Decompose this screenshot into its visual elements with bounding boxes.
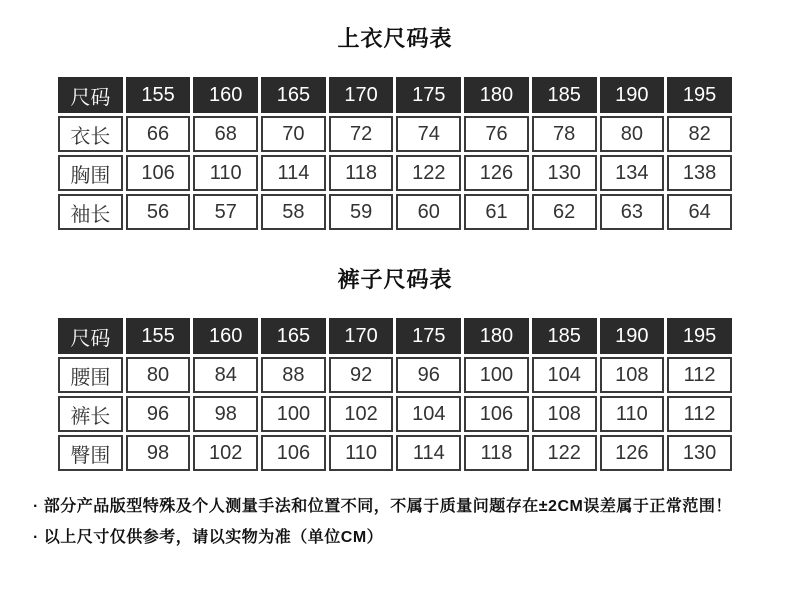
size-header-cell: 185	[532, 77, 597, 113]
value-cell: 96	[126, 396, 191, 432]
value-cell: 130	[532, 155, 597, 191]
value-cell: 122	[532, 435, 597, 471]
value-cell: 88	[261, 357, 326, 393]
value-cell: 138	[667, 155, 732, 191]
measurement-row	[58, 116, 732, 152]
size-header-cell: 165	[261, 77, 326, 113]
value-cell: 66	[126, 116, 191, 152]
value-cell: 102	[193, 435, 258, 471]
value-cell: 118	[329, 155, 394, 191]
value-cell: 102	[329, 396, 394, 432]
value-cell: 100	[464, 357, 529, 393]
value-cell: 61	[464, 194, 529, 230]
value-cell: 80	[126, 357, 191, 393]
value-cell: 100	[261, 396, 326, 432]
row-label-cell: 臀围	[58, 435, 123, 471]
row-label-cell: 胸围	[58, 155, 123, 191]
value-cell: 74	[396, 116, 461, 152]
size-header-cell: 195	[667, 318, 732, 354]
tops-chart-title: 上衣尺码表	[337, 26, 453, 51]
value-cell: 98	[193, 396, 258, 432]
note-tolerance: · 部分产品版型特殊及个人测量手法和位置不同，不属于质量问题存在±2CM误差属于正常范围！	[33, 498, 732, 515]
size-header-cell: 160	[193, 77, 258, 113]
value-cell: 122	[396, 155, 461, 191]
row-label-cell: 裤长	[58, 396, 123, 432]
size-header-cell: 175	[396, 77, 461, 113]
value-cell: 104	[396, 396, 461, 432]
size-header-cell: 180	[464, 77, 529, 113]
value-cell: 118	[464, 435, 529, 471]
size-header-cell: 170	[329, 77, 394, 113]
row-label-cell: 衣长	[58, 116, 123, 152]
size-header-cell: 190	[600, 77, 665, 113]
value-cell: 106	[464, 396, 529, 432]
value-cell: 57	[193, 194, 258, 230]
value-cell: 110	[193, 155, 258, 191]
value-cell: 106	[126, 155, 191, 191]
row-label-header-cell: 尺码	[58, 318, 123, 354]
measurement-row	[58, 155, 732, 191]
size-header-cell: 165	[261, 318, 326, 354]
value-cell: 98	[126, 435, 191, 471]
value-cell: 62	[532, 194, 597, 230]
value-cell: 58	[261, 194, 326, 230]
measurement-row	[58, 396, 732, 432]
value-cell: 112	[667, 396, 732, 432]
value-cell: 60	[396, 194, 461, 230]
header-row	[58, 77, 732, 113]
value-cell: 114	[396, 435, 461, 471]
value-cell: 84	[193, 357, 258, 393]
measurement-row	[58, 357, 732, 393]
value-cell: 76	[464, 116, 529, 152]
value-cell: 106	[261, 435, 326, 471]
tops-size-table	[55, 74, 735, 233]
header-row	[58, 318, 732, 354]
value-cell: 78	[532, 116, 597, 152]
note-disclaimer: · 以上尺寸仅供参考，请以实物为准（单位CM）	[33, 529, 384, 546]
pants-chart-title: 裤子尺码表	[337, 267, 453, 292]
value-cell: 126	[464, 155, 529, 191]
value-cell: 92	[329, 357, 394, 393]
row-label-cell: 袖长	[58, 194, 123, 230]
value-cell: 126	[600, 435, 665, 471]
size-header-cell: 155	[126, 318, 191, 354]
notes-section	[33, 496, 735, 549]
row-label-cell: 腰围	[58, 357, 123, 393]
value-cell: 82	[667, 116, 732, 152]
value-cell: 114	[261, 155, 326, 191]
value-cell: 134	[600, 155, 665, 191]
value-cell: 72	[329, 116, 394, 152]
value-cell: 104	[532, 357, 597, 393]
value-cell: 59	[329, 194, 394, 230]
size-header-cell: 160	[193, 318, 258, 354]
size-header-cell: 180	[464, 318, 529, 354]
value-cell: 110	[600, 396, 665, 432]
size-header-cell: 190	[600, 318, 665, 354]
pants-size-table	[55, 315, 735, 474]
value-cell: 70	[261, 116, 326, 152]
value-cell: 112	[667, 357, 732, 393]
value-cell: 110	[329, 435, 394, 471]
value-cell: 130	[667, 435, 732, 471]
measurement-row	[58, 194, 732, 230]
value-cell: 56	[126, 194, 191, 230]
row-label-header-cell: 尺码	[58, 77, 123, 113]
size-header-cell: 195	[667, 77, 732, 113]
size-header-cell: 175	[396, 318, 461, 354]
size-header-cell: 170	[329, 318, 394, 354]
value-cell: 63	[600, 194, 665, 230]
value-cell: 96	[396, 357, 461, 393]
value-cell: 68	[193, 116, 258, 152]
measurement-row	[58, 435, 732, 471]
size-header-cell: 185	[532, 318, 597, 354]
value-cell: 108	[532, 396, 597, 432]
value-cell: 80	[600, 116, 665, 152]
value-cell: 64	[667, 194, 732, 230]
size-header-cell: 155	[126, 77, 191, 113]
value-cell: 108	[600, 357, 665, 393]
